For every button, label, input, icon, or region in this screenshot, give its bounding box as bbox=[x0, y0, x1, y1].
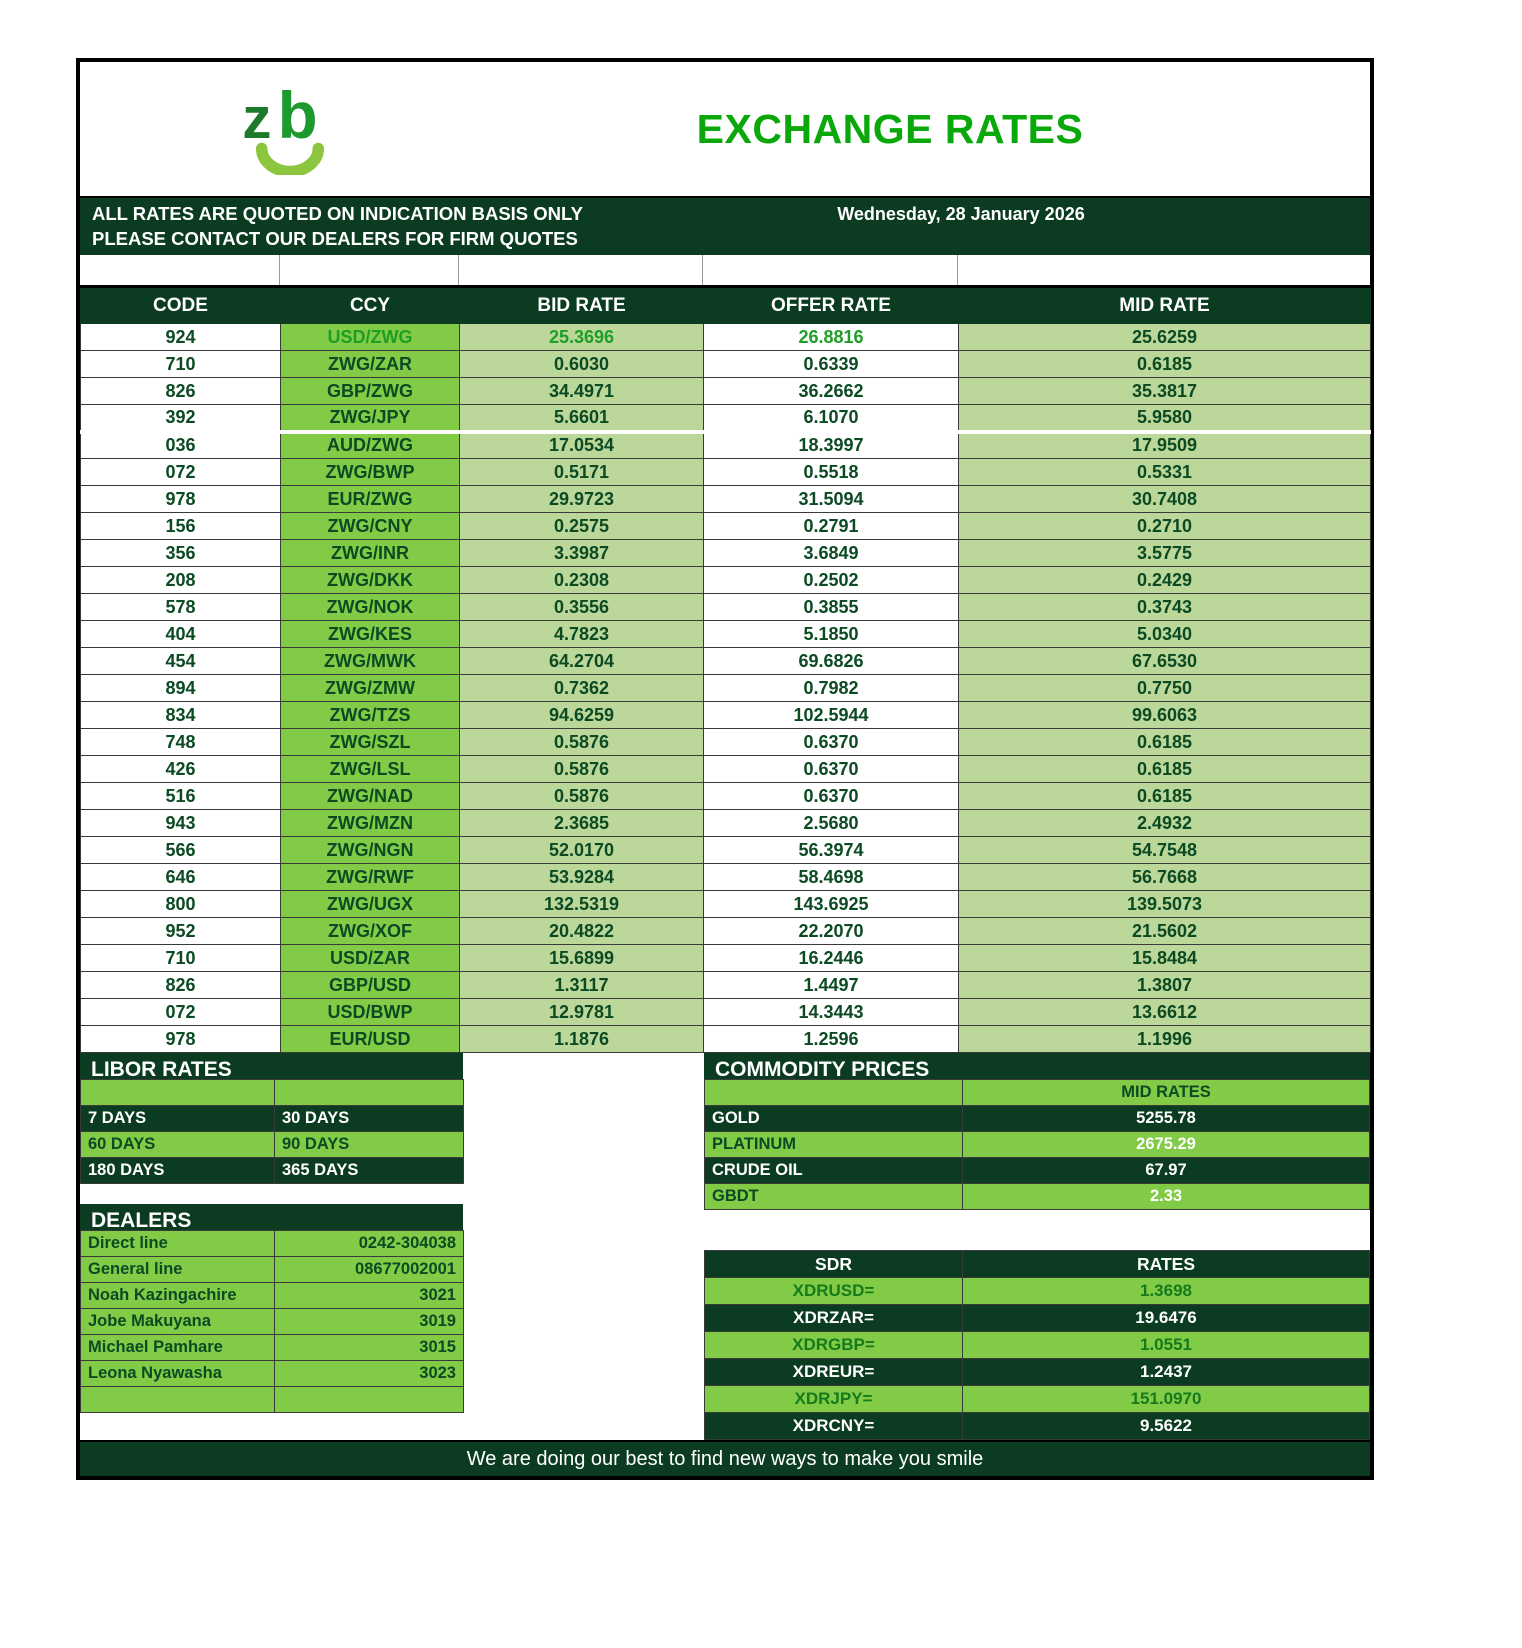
dealer-extension: 0242-304038 bbox=[275, 1231, 464, 1257]
table-row bbox=[81, 432, 1371, 459]
commodity-name: GOLD bbox=[705, 1106, 963, 1132]
cell-mid: 13.6612 bbox=[959, 999, 1371, 1026]
dealer-name: General line bbox=[81, 1257, 275, 1283]
table-row bbox=[81, 405, 1371, 432]
cell-mid: 0.6185 bbox=[959, 351, 1371, 378]
cell-offer: 58.4698 bbox=[704, 864, 959, 891]
logo-container bbox=[80, 83, 500, 175]
cell-ccy: EUR/USD bbox=[281, 1026, 460, 1053]
dealer-row bbox=[81, 1309, 464, 1335]
spacer-cell bbox=[280, 255, 459, 285]
cell-ccy: ZWG/RWF bbox=[281, 864, 460, 891]
sdr-rate: 1.3698 bbox=[963, 1278, 1370, 1305]
cell-bid: 1.3117 bbox=[460, 972, 704, 999]
table-row bbox=[81, 864, 1371, 891]
libor-row bbox=[81, 1132, 464, 1158]
cell-bid: 64.2704 bbox=[460, 648, 704, 675]
commodity-value: 5255.78 bbox=[963, 1106, 1370, 1132]
cell-mid: 25.6259 bbox=[959, 324, 1371, 351]
spacer-cell bbox=[80, 255, 280, 285]
cell-bid: 0.6030 bbox=[460, 351, 704, 378]
cell-ccy: GBP/USD bbox=[281, 972, 460, 999]
libor-row bbox=[81, 1080, 464, 1106]
cell-ccy: USD/ZWG bbox=[281, 324, 460, 351]
cell-bid: 0.5876 bbox=[460, 756, 704, 783]
exchange-rates-table bbox=[80, 285, 1371, 1053]
table-spacer-row bbox=[80, 255, 1370, 285]
cell-mid: 0.5331 bbox=[959, 459, 1371, 486]
table-row bbox=[81, 1026, 1371, 1053]
cell-code: 924 bbox=[81, 324, 281, 351]
commodity-value: 67.97 bbox=[963, 1158, 1370, 1184]
cell-code: 826 bbox=[81, 378, 281, 405]
commodity-row bbox=[705, 1106, 1370, 1132]
cell-code: 454 bbox=[81, 648, 281, 675]
cell-mid: 0.2710 bbox=[959, 513, 1371, 540]
table-row bbox=[81, 999, 1371, 1026]
table-row bbox=[81, 837, 1371, 864]
cell-bid: 53.9284 bbox=[460, 864, 704, 891]
spacer-cell bbox=[459, 255, 703, 285]
table-row bbox=[81, 351, 1371, 378]
cell-mid: 67.6530 bbox=[959, 648, 1371, 675]
commodity-name: GBDT bbox=[705, 1184, 963, 1210]
sdr-row bbox=[705, 1413, 1370, 1440]
commodity-name: PLATINUM bbox=[705, 1132, 963, 1158]
commodity-section-title: COMMODITY PRICES bbox=[704, 1053, 962, 1079]
right-gap-2 bbox=[704, 1230, 1370, 1250]
table-row bbox=[81, 648, 1371, 675]
cell-ccy: ZWG/SZL bbox=[281, 729, 460, 756]
cell-offer: 1.4497 bbox=[704, 972, 959, 999]
commodity-table bbox=[704, 1079, 1370, 1210]
cell-ccy: ZWG/CNY bbox=[281, 513, 460, 540]
cell-code: 426 bbox=[81, 756, 281, 783]
cell-bid: 0.5876 bbox=[460, 783, 704, 810]
table-row bbox=[81, 513, 1371, 540]
dealer-row bbox=[81, 1257, 464, 1283]
cell-code: 748 bbox=[81, 729, 281, 756]
libor-row bbox=[81, 1158, 464, 1184]
cell-offer: 22.2070 bbox=[704, 918, 959, 945]
cell-mid: 0.2429 bbox=[959, 567, 1371, 594]
cell-mid: 3.5775 bbox=[959, 540, 1371, 567]
cell-code: 646 bbox=[81, 864, 281, 891]
cell-code: 356 bbox=[81, 540, 281, 567]
column-header-code: CODE bbox=[81, 287, 281, 324]
libor-table bbox=[80, 1079, 464, 1184]
cell-ccy: ZWG/NGN bbox=[281, 837, 460, 864]
commodity-header-band bbox=[704, 1053, 1370, 1079]
notice-band bbox=[80, 198, 1370, 255]
commodity-value: 2675.29 bbox=[963, 1132, 1370, 1158]
spacer-cell bbox=[958, 255, 1370, 285]
column-header-bid: BID RATE bbox=[460, 287, 704, 324]
cell-mid: 99.6063 bbox=[959, 702, 1371, 729]
quote-date: Wednesday, 28 January 2026 bbox=[837, 204, 1085, 224]
commodity-midrates-header: MID RATES bbox=[963, 1080, 1370, 1106]
cell-bid: 1.1876 bbox=[460, 1026, 704, 1053]
dealer-row bbox=[81, 1387, 464, 1413]
cell-mid: 139.5073 bbox=[959, 891, 1371, 918]
table-row bbox=[81, 702, 1371, 729]
cell-code: 566 bbox=[81, 837, 281, 864]
cell-offer: 0.7982 bbox=[704, 675, 959, 702]
sdr-rate: 151.0970 bbox=[963, 1386, 1370, 1413]
libor-tenor bbox=[275, 1080, 464, 1106]
cell-bid: 4.7823 bbox=[460, 621, 704, 648]
libor-tenor: 60 DAYS bbox=[81, 1132, 275, 1158]
table-row bbox=[81, 621, 1371, 648]
cell-code: 072 bbox=[81, 459, 281, 486]
cell-mid: 56.7668 bbox=[959, 864, 1371, 891]
libor-tenor: 365 DAYS bbox=[275, 1158, 464, 1184]
cell-offer: 16.2446 bbox=[704, 945, 959, 972]
cell-offer: 5.1850 bbox=[704, 621, 959, 648]
sdr-symbol: XDRCNY= bbox=[705, 1413, 963, 1440]
dealer-extension bbox=[275, 1387, 464, 1413]
cell-ccy: ZWG/NAD bbox=[281, 783, 460, 810]
table-row bbox=[81, 486, 1371, 513]
cell-code: 072 bbox=[81, 999, 281, 1026]
cell-ccy: ZWG/BWP bbox=[281, 459, 460, 486]
dealer-extension: 3015 bbox=[275, 1335, 464, 1361]
cell-offer: 31.5094 bbox=[704, 486, 959, 513]
cell-code: 392 bbox=[81, 405, 281, 432]
cell-code: 952 bbox=[81, 918, 281, 945]
cell-bid: 12.9781 bbox=[460, 999, 704, 1026]
column-header-sdr: SDR bbox=[705, 1251, 963, 1278]
column-header-ccy: CCY bbox=[281, 287, 460, 324]
commodity-name: CRUDE OIL bbox=[705, 1158, 963, 1184]
cell-mid: 2.4932 bbox=[959, 810, 1371, 837]
cell-mid: 1.1996 bbox=[959, 1026, 1371, 1053]
table-row bbox=[81, 378, 1371, 405]
dealer-extension: 3019 bbox=[275, 1309, 464, 1335]
page-title: EXCHANGE RATES bbox=[696, 105, 1084, 152]
cell-code: 404 bbox=[81, 621, 281, 648]
cell-ccy: USD/ZAR bbox=[281, 945, 460, 972]
dealer-extension: 3021 bbox=[275, 1283, 464, 1309]
dealer-row bbox=[81, 1361, 464, 1387]
sdr-symbol: XDRJPY= bbox=[705, 1386, 963, 1413]
commodity-subheader-row bbox=[705, 1080, 1370, 1106]
cell-bid: 3.3987 bbox=[460, 540, 704, 567]
spacer-cell bbox=[703, 255, 958, 285]
commodity-row bbox=[705, 1132, 1370, 1158]
cell-ccy: ZWG/LSL bbox=[281, 756, 460, 783]
cell-code: 036 bbox=[81, 432, 281, 459]
zb-logo-icon bbox=[236, 83, 344, 175]
table-row bbox=[81, 918, 1371, 945]
left-panel bbox=[80, 1053, 463, 1413]
cell-ccy: ZWG/TZS bbox=[281, 702, 460, 729]
dealer-name: Jobe Makuyana bbox=[81, 1309, 275, 1335]
cell-mid: 0.6185 bbox=[959, 783, 1371, 810]
cell-ccy: ZWG/DKK bbox=[281, 567, 460, 594]
cell-mid: 21.5602 bbox=[959, 918, 1371, 945]
column-header-mid: MID RATE bbox=[959, 287, 1371, 324]
cell-bid: 20.4822 bbox=[460, 918, 704, 945]
cell-offer: 143.6925 bbox=[704, 891, 959, 918]
title-container bbox=[500, 106, 1370, 153]
cell-bid: 0.5171 bbox=[460, 459, 704, 486]
cell-ccy: ZWG/KES bbox=[281, 621, 460, 648]
table-row bbox=[81, 675, 1371, 702]
svg-text:z: z bbox=[242, 85, 272, 151]
cell-mid: 54.7548 bbox=[959, 837, 1371, 864]
dealer-extension: 08677002001 bbox=[275, 1257, 464, 1283]
cell-offer: 0.6370 bbox=[704, 729, 959, 756]
dealer-row bbox=[81, 1283, 464, 1309]
cell-offer: 0.2502 bbox=[704, 567, 959, 594]
dealer-row bbox=[81, 1231, 464, 1257]
cell-code: 208 bbox=[81, 567, 281, 594]
column-header-offer: OFFER RATE bbox=[704, 287, 959, 324]
cell-mid: 1.3807 bbox=[959, 972, 1371, 999]
sdr-row bbox=[705, 1386, 1370, 1413]
libor-section-title: LIBOR RATES bbox=[80, 1053, 463, 1079]
table-row bbox=[81, 567, 1371, 594]
sdr-symbol: XDRGBP= bbox=[705, 1332, 963, 1359]
cell-offer: 56.3974 bbox=[704, 837, 959, 864]
libor-row bbox=[81, 1106, 464, 1132]
dealer-name bbox=[81, 1387, 275, 1413]
cell-code: 156 bbox=[81, 513, 281, 540]
cell-bid: 52.0170 bbox=[460, 837, 704, 864]
cell-offer: 0.6339 bbox=[704, 351, 959, 378]
column-header-rates: RATES bbox=[963, 1251, 1370, 1278]
cell-code: 800 bbox=[81, 891, 281, 918]
cell-mid: 15.8484 bbox=[959, 945, 1371, 972]
table-row bbox=[81, 783, 1371, 810]
sdr-table bbox=[704, 1250, 1370, 1440]
cell-code: 710 bbox=[81, 351, 281, 378]
cell-offer: 0.6370 bbox=[704, 756, 959, 783]
cell-bid: 17.0534 bbox=[460, 432, 704, 459]
table-row bbox=[81, 729, 1371, 756]
table-row bbox=[81, 594, 1371, 621]
table-row bbox=[81, 756, 1371, 783]
middle-gap bbox=[463, 1053, 704, 1071]
sdr-symbol: XDREUR= bbox=[705, 1359, 963, 1386]
libor-tenor: 30 DAYS bbox=[275, 1106, 464, 1132]
cell-offer: 1.2596 bbox=[704, 1026, 959, 1053]
dealers-section-title: DEALERS bbox=[80, 1204, 463, 1230]
dealer-row bbox=[81, 1335, 464, 1361]
cell-code: 578 bbox=[81, 594, 281, 621]
table-row bbox=[81, 324, 1371, 351]
cell-code: 826 bbox=[81, 972, 281, 999]
rates-body bbox=[81, 324, 1371, 1053]
cell-offer: 14.3443 bbox=[704, 999, 959, 1026]
commodity-row bbox=[705, 1184, 1370, 1210]
cell-offer: 0.2791 bbox=[704, 513, 959, 540]
table-row bbox=[81, 972, 1371, 999]
cell-mid: 35.3817 bbox=[959, 378, 1371, 405]
cell-bid: 5.6601 bbox=[460, 405, 704, 432]
cell-code: 834 bbox=[81, 702, 281, 729]
libor-tenor bbox=[81, 1080, 275, 1106]
cell-ccy: ZWG/INR bbox=[281, 540, 460, 567]
cell-mid: 0.3743 bbox=[959, 594, 1371, 621]
cell-bid: 34.4971 bbox=[460, 378, 704, 405]
table-row bbox=[81, 459, 1371, 486]
right-gap bbox=[704, 1210, 1370, 1230]
commodity-title-filler bbox=[962, 1053, 1370, 1079]
sdr-row bbox=[705, 1305, 1370, 1332]
cell-offer: 36.2662 bbox=[704, 378, 959, 405]
cell-bid: 132.5319 bbox=[460, 891, 704, 918]
cell-code: 943 bbox=[81, 810, 281, 837]
cell-code: 710 bbox=[81, 945, 281, 972]
cell-mid: 5.0340 bbox=[959, 621, 1371, 648]
cell-bid: 2.3685 bbox=[460, 810, 704, 837]
dealer-name: Leona Nyawasha bbox=[81, 1361, 275, 1387]
notice-line-1: ALL RATES ARE QUOTED ON INDICATION BASIS ONLY bbox=[92, 203, 583, 224]
svg-text:b: b bbox=[277, 83, 318, 152]
cell-ccy: ZWG/XOF bbox=[281, 918, 460, 945]
table-row bbox=[81, 810, 1371, 837]
cell-bid: 0.3556 bbox=[460, 594, 704, 621]
dealer-name: Noah Kazingachire bbox=[81, 1283, 275, 1309]
sdr-row bbox=[705, 1278, 1370, 1305]
lower-panels bbox=[80, 1053, 1370, 1440]
cell-ccy: ZWG/MZN bbox=[281, 810, 460, 837]
libor-tenor: 90 DAYS bbox=[275, 1132, 464, 1158]
table-row bbox=[81, 945, 1371, 972]
sdr-header-row bbox=[705, 1251, 1370, 1278]
notice-line-2: PLEASE CONTACT OUR DEALERS FOR FIRM QUOTES bbox=[92, 228, 578, 249]
cell-ccy: ZWG/NOK bbox=[281, 594, 460, 621]
cell-ccy: ZWG/JPY bbox=[281, 405, 460, 432]
cell-ccy: ZWG/UGX bbox=[281, 891, 460, 918]
left-gap bbox=[80, 1184, 463, 1204]
commodity-row bbox=[705, 1158, 1370, 1184]
rates-header-row bbox=[81, 287, 1371, 324]
cell-ccy: ZWG/ZMW bbox=[281, 675, 460, 702]
dealer-name: Michael Pamhare bbox=[81, 1335, 275, 1361]
commodity-value: 2.33 bbox=[963, 1184, 1370, 1210]
cell-code: 516 bbox=[81, 783, 281, 810]
sdr-symbol: XDRUSD= bbox=[705, 1278, 963, 1305]
libor-tenor: 180 DAYS bbox=[81, 1158, 275, 1184]
cell-bid: 94.6259 bbox=[460, 702, 704, 729]
cell-mid: 0.6185 bbox=[959, 729, 1371, 756]
cell-offer: 6.1070 bbox=[704, 405, 959, 432]
cell-offer: 26.8816 bbox=[704, 324, 959, 351]
cell-ccy: EUR/ZWG bbox=[281, 486, 460, 513]
table-row bbox=[81, 540, 1371, 567]
cell-bid: 0.2575 bbox=[460, 513, 704, 540]
sdr-rate: 1.2437 bbox=[963, 1359, 1370, 1386]
cell-offer: 0.3855 bbox=[704, 594, 959, 621]
cell-mid: 0.6185 bbox=[959, 756, 1371, 783]
sdr-rate: 19.6476 bbox=[963, 1305, 1370, 1332]
cell-mid: 17.9509 bbox=[959, 432, 1371, 459]
cell-offer: 18.3997 bbox=[704, 432, 959, 459]
cell-bid: 25.3696 bbox=[460, 324, 704, 351]
notice-text bbox=[80, 198, 712, 254]
cell-bid: 0.7362 bbox=[460, 675, 704, 702]
dealers-table bbox=[80, 1230, 464, 1413]
cell-ccy: ZWG/MWK bbox=[281, 648, 460, 675]
cell-ccy: ZWG/ZAR bbox=[281, 351, 460, 378]
cell-bid: 29.9723 bbox=[460, 486, 704, 513]
cell-offer: 3.6849 bbox=[704, 540, 959, 567]
cell-offer: 102.5944 bbox=[704, 702, 959, 729]
document-header bbox=[80, 62, 1370, 198]
cell-bid: 0.5876 bbox=[460, 729, 704, 756]
cell-ccy: GBP/ZWG bbox=[281, 378, 460, 405]
dealer-name: Direct line bbox=[81, 1231, 275, 1257]
right-panel bbox=[704, 1053, 1370, 1440]
exchange-rates-document bbox=[76, 58, 1374, 1480]
table-row bbox=[81, 891, 1371, 918]
sdr-rate: 9.5622 bbox=[963, 1413, 1370, 1440]
cell-mid: 5.9580 bbox=[959, 405, 1371, 432]
cell-mid: 30.7408 bbox=[959, 486, 1371, 513]
cell-bid: 0.2308 bbox=[460, 567, 704, 594]
sdr-row bbox=[705, 1332, 1370, 1359]
cell-offer: 2.5680 bbox=[704, 810, 959, 837]
cell-code: 978 bbox=[81, 1026, 281, 1053]
sdr-symbol: XDRZAR= bbox=[705, 1305, 963, 1332]
libor-tenor: 7 DAYS bbox=[81, 1106, 275, 1132]
cell-offer: 69.6826 bbox=[704, 648, 959, 675]
sdr-row bbox=[705, 1359, 1370, 1386]
cell-mid: 0.7750 bbox=[959, 675, 1371, 702]
cell-offer: 0.5518 bbox=[704, 459, 959, 486]
commodity-subheader-blank bbox=[705, 1080, 963, 1106]
cell-ccy: USD/BWP bbox=[281, 999, 460, 1026]
cell-ccy: AUD/ZWG bbox=[281, 432, 460, 459]
dealer-extension: 3023 bbox=[275, 1361, 464, 1387]
sdr-rate: 1.0551 bbox=[963, 1332, 1370, 1359]
cell-code: 894 bbox=[81, 675, 281, 702]
cell-bid: 15.6899 bbox=[460, 945, 704, 972]
cell-code: 978 bbox=[81, 486, 281, 513]
footer-tagline: We are doing our best to find new ways to make you smile bbox=[80, 1440, 1370, 1476]
cell-offer: 0.6370 bbox=[704, 783, 959, 810]
